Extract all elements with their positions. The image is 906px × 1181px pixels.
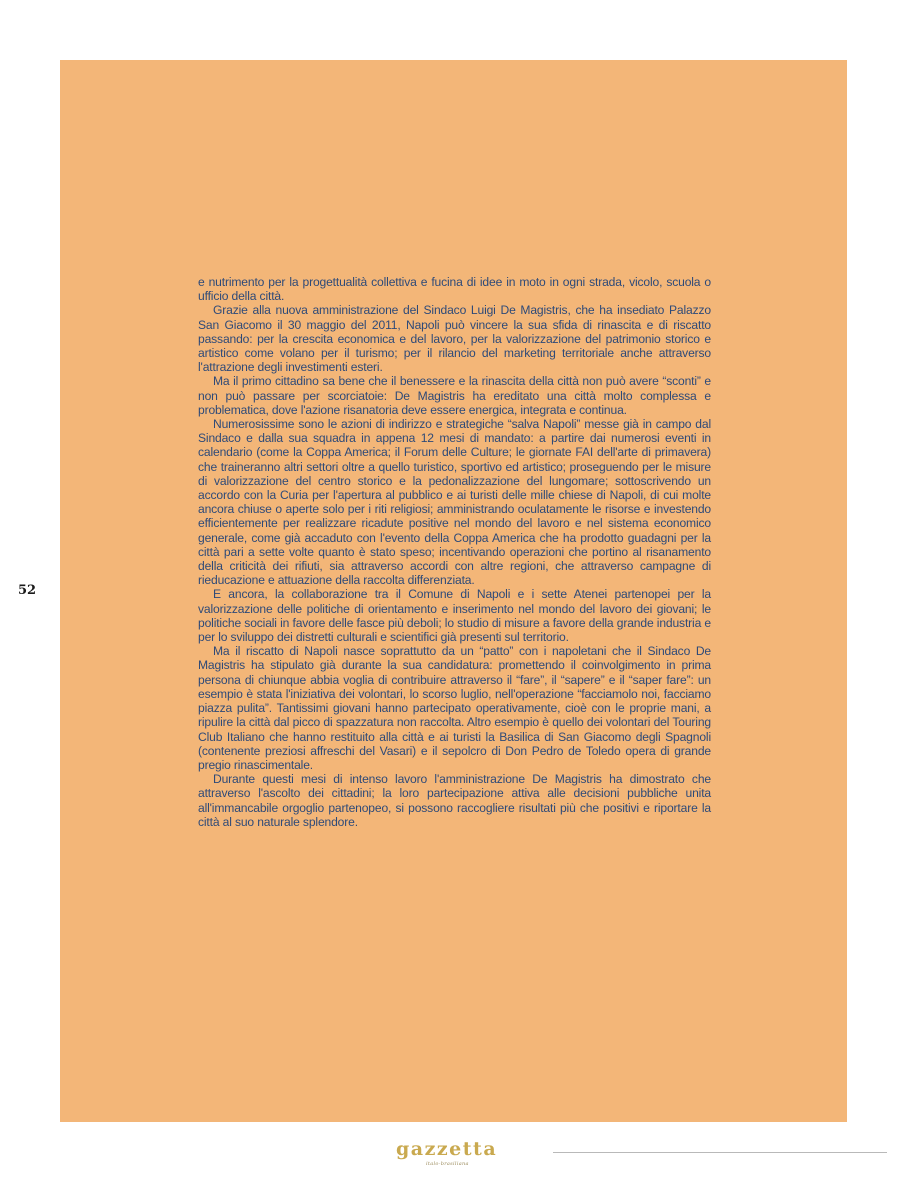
- logo-subtitle: italo-brasiliana: [426, 1161, 469, 1167]
- logo-wordmark: gazzetta: [396, 1138, 498, 1160]
- article-paragraph: Durante questi mesi di intenso lavoro l'amministrazione De Magistris ha dimostrato che attraverso l'ascolto dei cittadini; la loro partecipazione attiva alle decisioni pubbliche unita all'immancabile orgoglio partenopeo, si possono raccogliere risultati più che positivi e riportare la città al suo naturale splendore.: [198, 772, 711, 829]
- article-paragraph: Numerosissime sono le azioni di indirizzo e strategiche “salva Napoli” messe già in campo dal Sindaco e dalla sua squadra in appena 12 mesi di mandato: a partire dai numerosi eventi in calendario (come la Coppa America; il Forum delle Culture; le giornate FAI dell'arte di primavera) che traineranno altri settori oltre a quello turistico, sportivo ed artistico; proseguendo per le misure di valorizzazione del centro storico e la pedonalizzazione del lungomare; sottoscrivendo un accordo con la Curia per l'apertura al pubblico e ai turisti delle mille chiese di Napoli, di cui molte ancora chiuse o aperte solo per i riti religiosi; amministrando oculatamente le risorse e investendo efficientemente per realizzare ricadute positive nel mondo del lavoro e nel sistema economico generale, come già accaduto con l'evento della Coppa America che ha prodotto guadagni per la città pari a sette volte quanto è stato speso; incentivando operazioni che portino al risanamento della criticità dei rifiuti, sia attraverso accordi con altre regioni, che attraverso campagne di rieducazione e attuazione della raccolta differenziata.: [198, 417, 711, 588]
- article-paragraph: Ma il riscatto di Napoli nasce soprattutto da un “patto” con i napoletani che il Sindaco De Magistris ha stipulato già durante la sua candidatura: promettendo il coinvolgimento in prima persona di chiunque abbia voglia di contribuire attraverso il “fare”, il “sapere” e il “saper fare”: un esempio è stata l'iniziativa dei volontari, lo scorso luglio, nell'operazione “facciamolo noi, facciamo piazza pulita”. Tantissimi giovani hanno partecipato operativamente, cioè con le proprie mani, a ripulire la città dal picco di spazzatura non raccolta. Altro esempio è quello dei volontari del Touring Club Italiano che hanno restituito alla città e ai turisti la Basilica di San Giacomo degli Spagnoli (contenente preziosi affreschi del Vasari) e il sepolcro di Don Pedro de Toledo opera di grande pregio rinascimentale.: [198, 644, 711, 772]
- article-paragraph: E ancora, la collaborazione tra il Comune di Napoli e i sette Atenei partenopei per la valorizzazione delle politiche di orientamento e inserimento nel mondo del lavoro dei giovani; le politiche sociali in favore delle fasce più deboli; lo studio di misure a favore della grande industria e per lo sviluppo dei distretti culturali e scientifici già presenti sul territorio.: [198, 587, 711, 645]
- article-body: [198, 275, 711, 829]
- footer-divider: [553, 1152, 887, 1153]
- gazzetta-logo: [396, 1138, 511, 1168]
- article-paragraph: Grazie alla nuova amministrazione del Sindaco Luigi De Magistris, che ha insediato Palazzo San Giacomo il 30 maggio del 2011, Napoli può vincere la sua sfida di rinascita e di riscatto passando: per la crescita economica e del lavoro, per la valorizzazione del patrimonio storico e artistico come volano per il turismo; per il rilancio del marketing territoriale anche attraverso l'attrazione degli investimenti esteri.: [198, 303, 711, 375]
- article-paragraph: e nutrimento per la progettualità collettiva e fucina di idee in moto in ogni strada, vicolo, scuola o ufficio della città.: [198, 275, 711, 304]
- page-number: 52: [18, 583, 37, 598]
- article-paragraph: Ma il primo cittadino sa bene che il benessere e la rinascita della città non può avere “sconti” e non può passare per scorciatoie: De Magistris ha ereditato una città molto complessa e problematica, dove l'azione risanatoria deve essere energica, integrata e continua.: [198, 374, 711, 417]
